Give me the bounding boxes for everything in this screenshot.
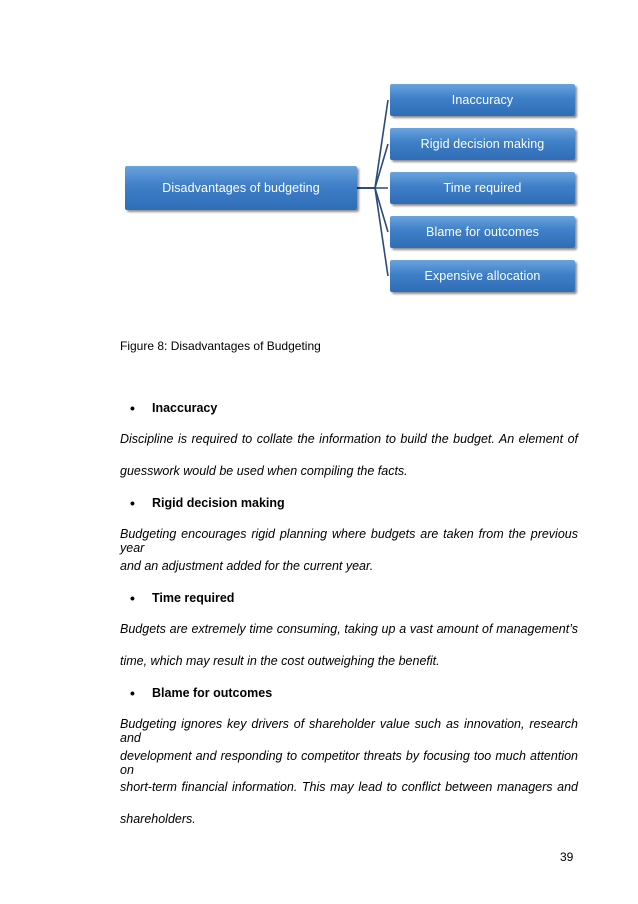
paragraph-line: development and responding to competitor threats by focusing too much attention on [120, 749, 578, 777]
diagram-node-time-required: Time required [390, 172, 575, 204]
connector-rigid [357, 144, 388, 188]
paragraph-line: Budgets are extremely time consuming, taking up a vast amount of management’s [120, 622, 578, 636]
diagram-node-rigid-decision-making: Rigid decision making [390, 128, 575, 160]
connector-blame [357, 188, 388, 232]
heading-blame-for-outcomes: • Blame for outcomes [152, 686, 272, 700]
diagram-node-inaccuracy: Inaccuracy [390, 84, 575, 116]
heading-rigid-decision-making: • Rigid decision making [152, 496, 285, 510]
paragraph-line: and an adjustment added for the current year. [120, 559, 374, 573]
connector-inaccuracy [357, 100, 388, 188]
diagram-node-expensive-allocation: Expensive allocation [390, 260, 575, 292]
paragraph-line: time, which may result in the cost outweighing the benefit. [120, 654, 440, 668]
paragraph-line: short-term financial information. This may lead to conflict between managers and [120, 780, 578, 794]
paragraph-line: guesswork would be used when compiling the facts. [120, 464, 408, 478]
diagram-root-node: Disadvantages of budgeting [125, 166, 357, 210]
paragraph-line: Budgeting encourages rigid planning where budgets are taken from the previous year [120, 527, 578, 555]
connector-expensive [357, 188, 388, 276]
diagram-node-blame-for-outcomes: Blame for outcomes [390, 216, 575, 248]
disadvantages-diagram [0, 0, 638, 310]
heading-inaccuracy: • Inaccuracy [152, 401, 217, 415]
heading-time-required: • Time required [152, 591, 234, 605]
page-number: 39 [560, 850, 574, 864]
paragraph-line: shareholders. [120, 812, 196, 826]
paragraph-line: Budgeting ignores key drivers of shareholder value such as innovation, research and [120, 717, 578, 745]
paragraph-line: Discipline is required to collate the information to build the budget. An element of [120, 432, 578, 446]
figure-caption: Figure 8: Disadvantages of Budgeting [120, 339, 321, 353]
